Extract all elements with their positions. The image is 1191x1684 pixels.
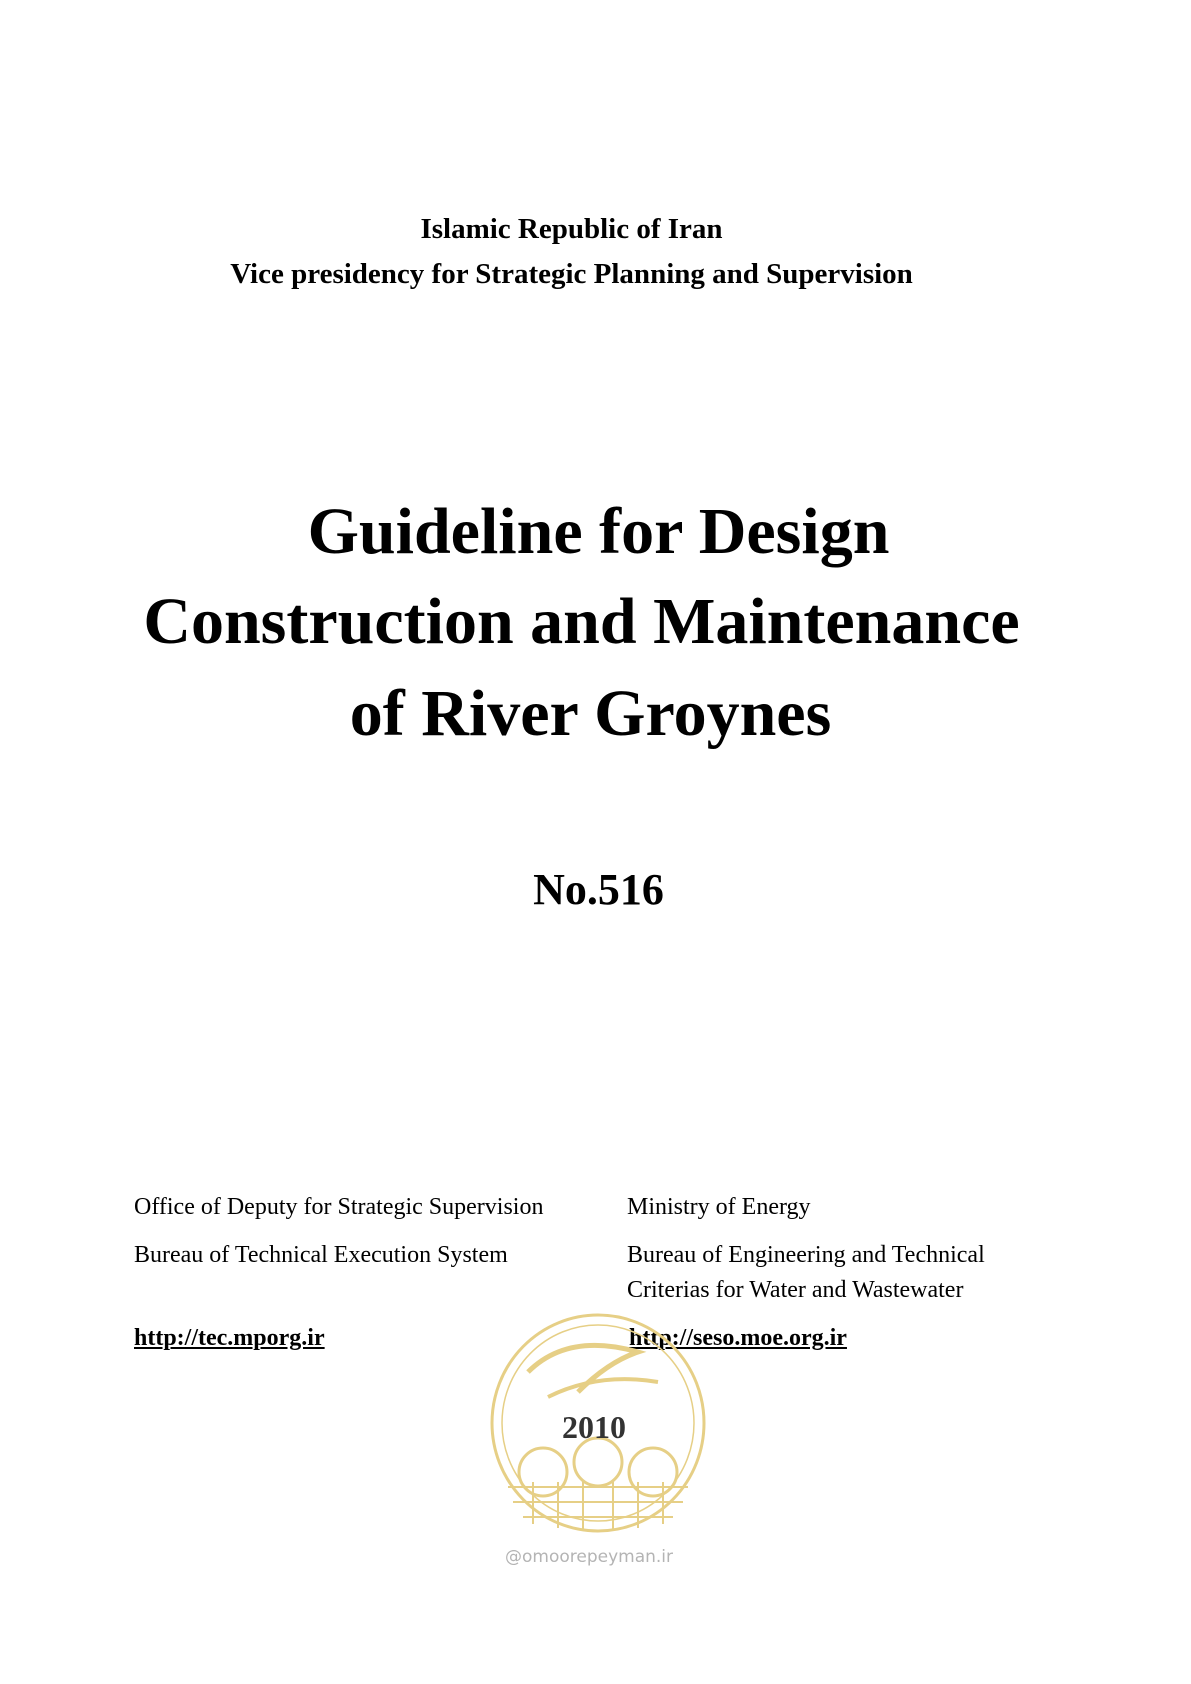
right-org-ministry: Ministry of Energy [627,1194,811,1220]
left-org-link[interactable]: http://tec.mporg.ir [134,1325,325,1351]
left-org-bureau: Bureau of Technical Execution System [134,1242,508,1268]
header-agency: Vice presidency for Strategic Planning and Supervision [230,258,913,290]
title-line-2: Construction and Maintenance [143,585,1020,658]
title-line-3: of River Groynes [349,677,832,750]
right-org-bureau: Bureau of Engineering and Technical Criterias for Water and Wastewater [627,1242,985,1303]
right-org-link[interactable]: http://seso.moe.org.ir [629,1325,847,1351]
left-org-office: Office of Deputy for Strategic Supervision [134,1194,544,1220]
publication-year: 2010 [562,1409,626,1445]
header-country: Islamic Republic of Iran [420,213,723,245]
document-number: No.516 [533,865,664,914]
title-line-1: Guideline for Design [307,495,890,568]
watermark-text: @omoorepeyman.ir [505,1547,674,1567]
